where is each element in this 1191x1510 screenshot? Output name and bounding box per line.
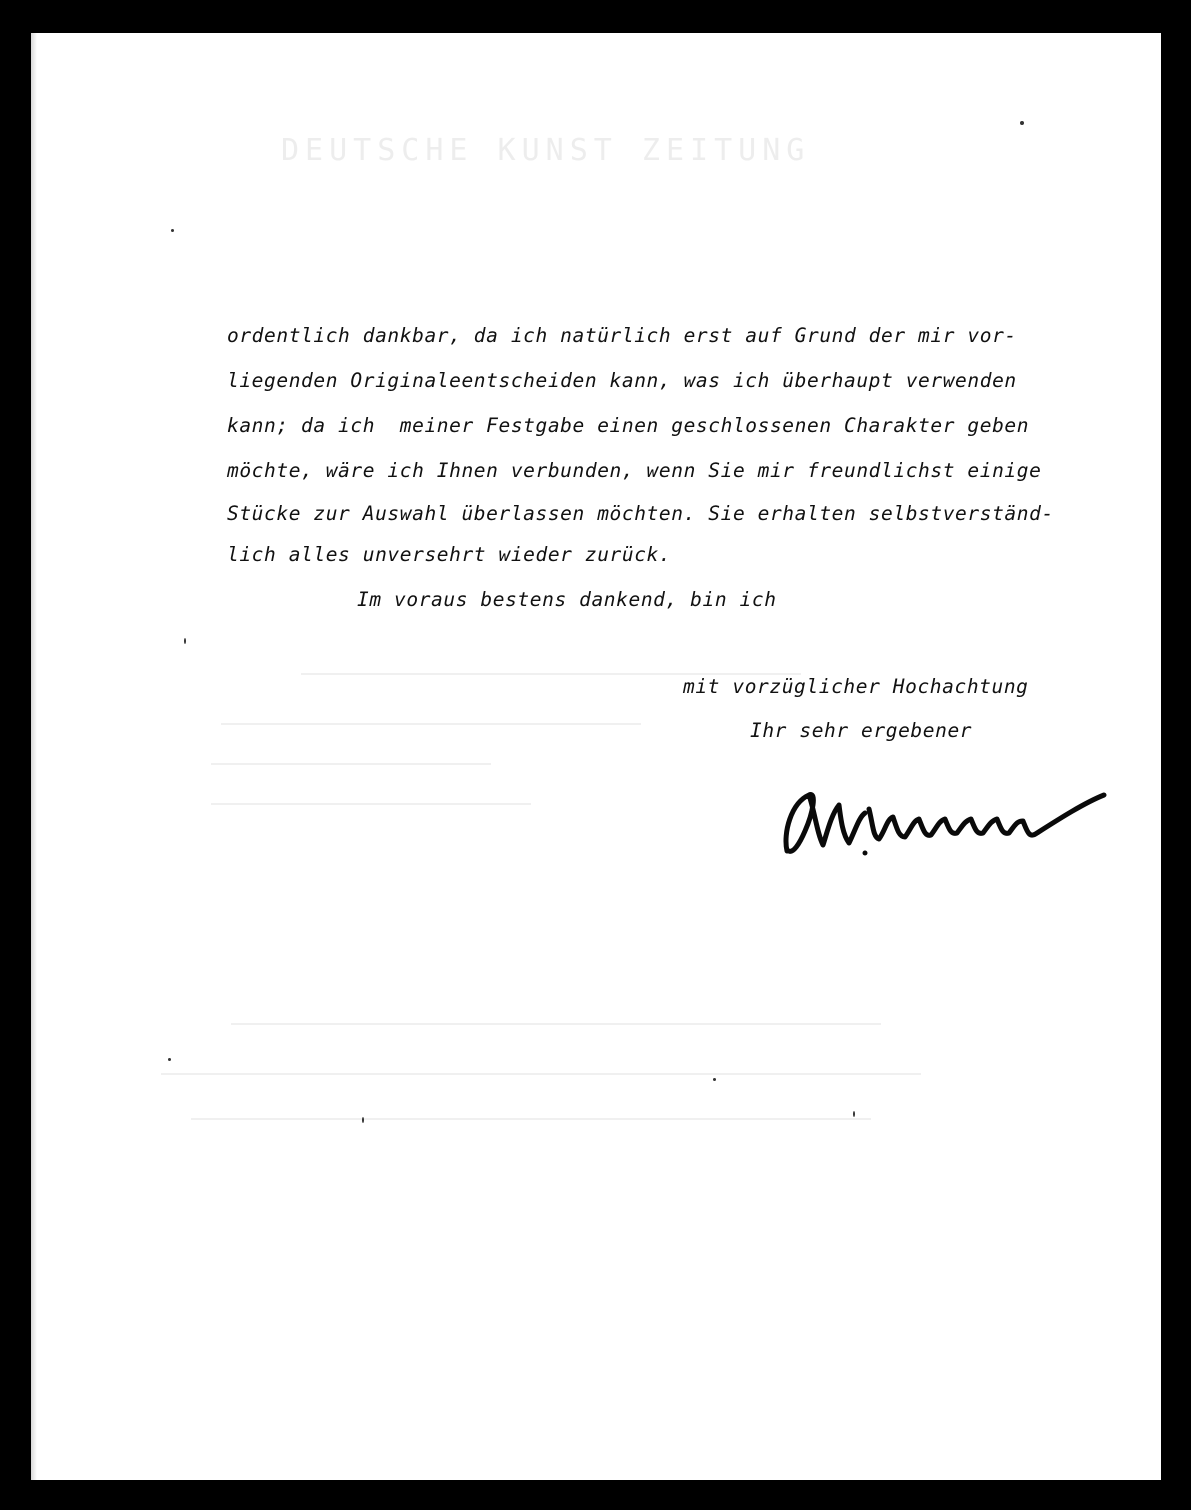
closing-line: Im voraus bestens dankend, bin ich — [357, 588, 777, 611]
body-line-5: Stücke zur Auswahl überlassen möchten. Sie erhalten selbstverständ- — [227, 502, 1054, 525]
body-line-4: möchte, wäre ich Ihnen verbunden, wenn Sie mir freundlichst einige — [227, 459, 1042, 482]
show-through-line — [221, 723, 641, 725]
body-line-3: kann; da ich meiner Festgabe einen geschlossenen Charakter geben — [227, 414, 1030, 437]
salutation: mit vorzüglicher Hochachtung — [683, 675, 1029, 698]
dust-speck — [362, 1117, 364, 1123]
dust-speck — [184, 638, 186, 644]
body-line-2: liegenden Originaleentscheiden kann, was ich überhaupt verwenden — [227, 369, 1017, 392]
complimentary-close: Ihr sehr ergebener — [750, 719, 973, 742]
show-through-letterhead: DEUTSCHE KUNST ZEITUNG — [281, 133, 811, 168]
show-through-line — [161, 1073, 921, 1075]
page-edge-shadow — [31, 33, 37, 1480]
body-line-1: ordentlich dankbar, da ich natürlich erst auf Grund der mir vor- — [227, 324, 1017, 347]
show-through-line — [211, 763, 491, 765]
dust-speck — [1020, 121, 1024, 125]
show-through-line — [231, 1023, 881, 1025]
dust-speck — [713, 1078, 716, 1081]
dust-speck — [853, 1111, 855, 1117]
dust-speck — [171, 229, 174, 232]
dust-speck — [168, 1058, 171, 1061]
show-through-line — [191, 1118, 871, 1120]
body-line-6: lich alles unversehrt wieder zurück. — [227, 543, 672, 566]
letter-page — [31, 33, 1161, 1480]
handwritten-signature — [769, 773, 1109, 873]
show-through-line — [211, 803, 531, 805]
